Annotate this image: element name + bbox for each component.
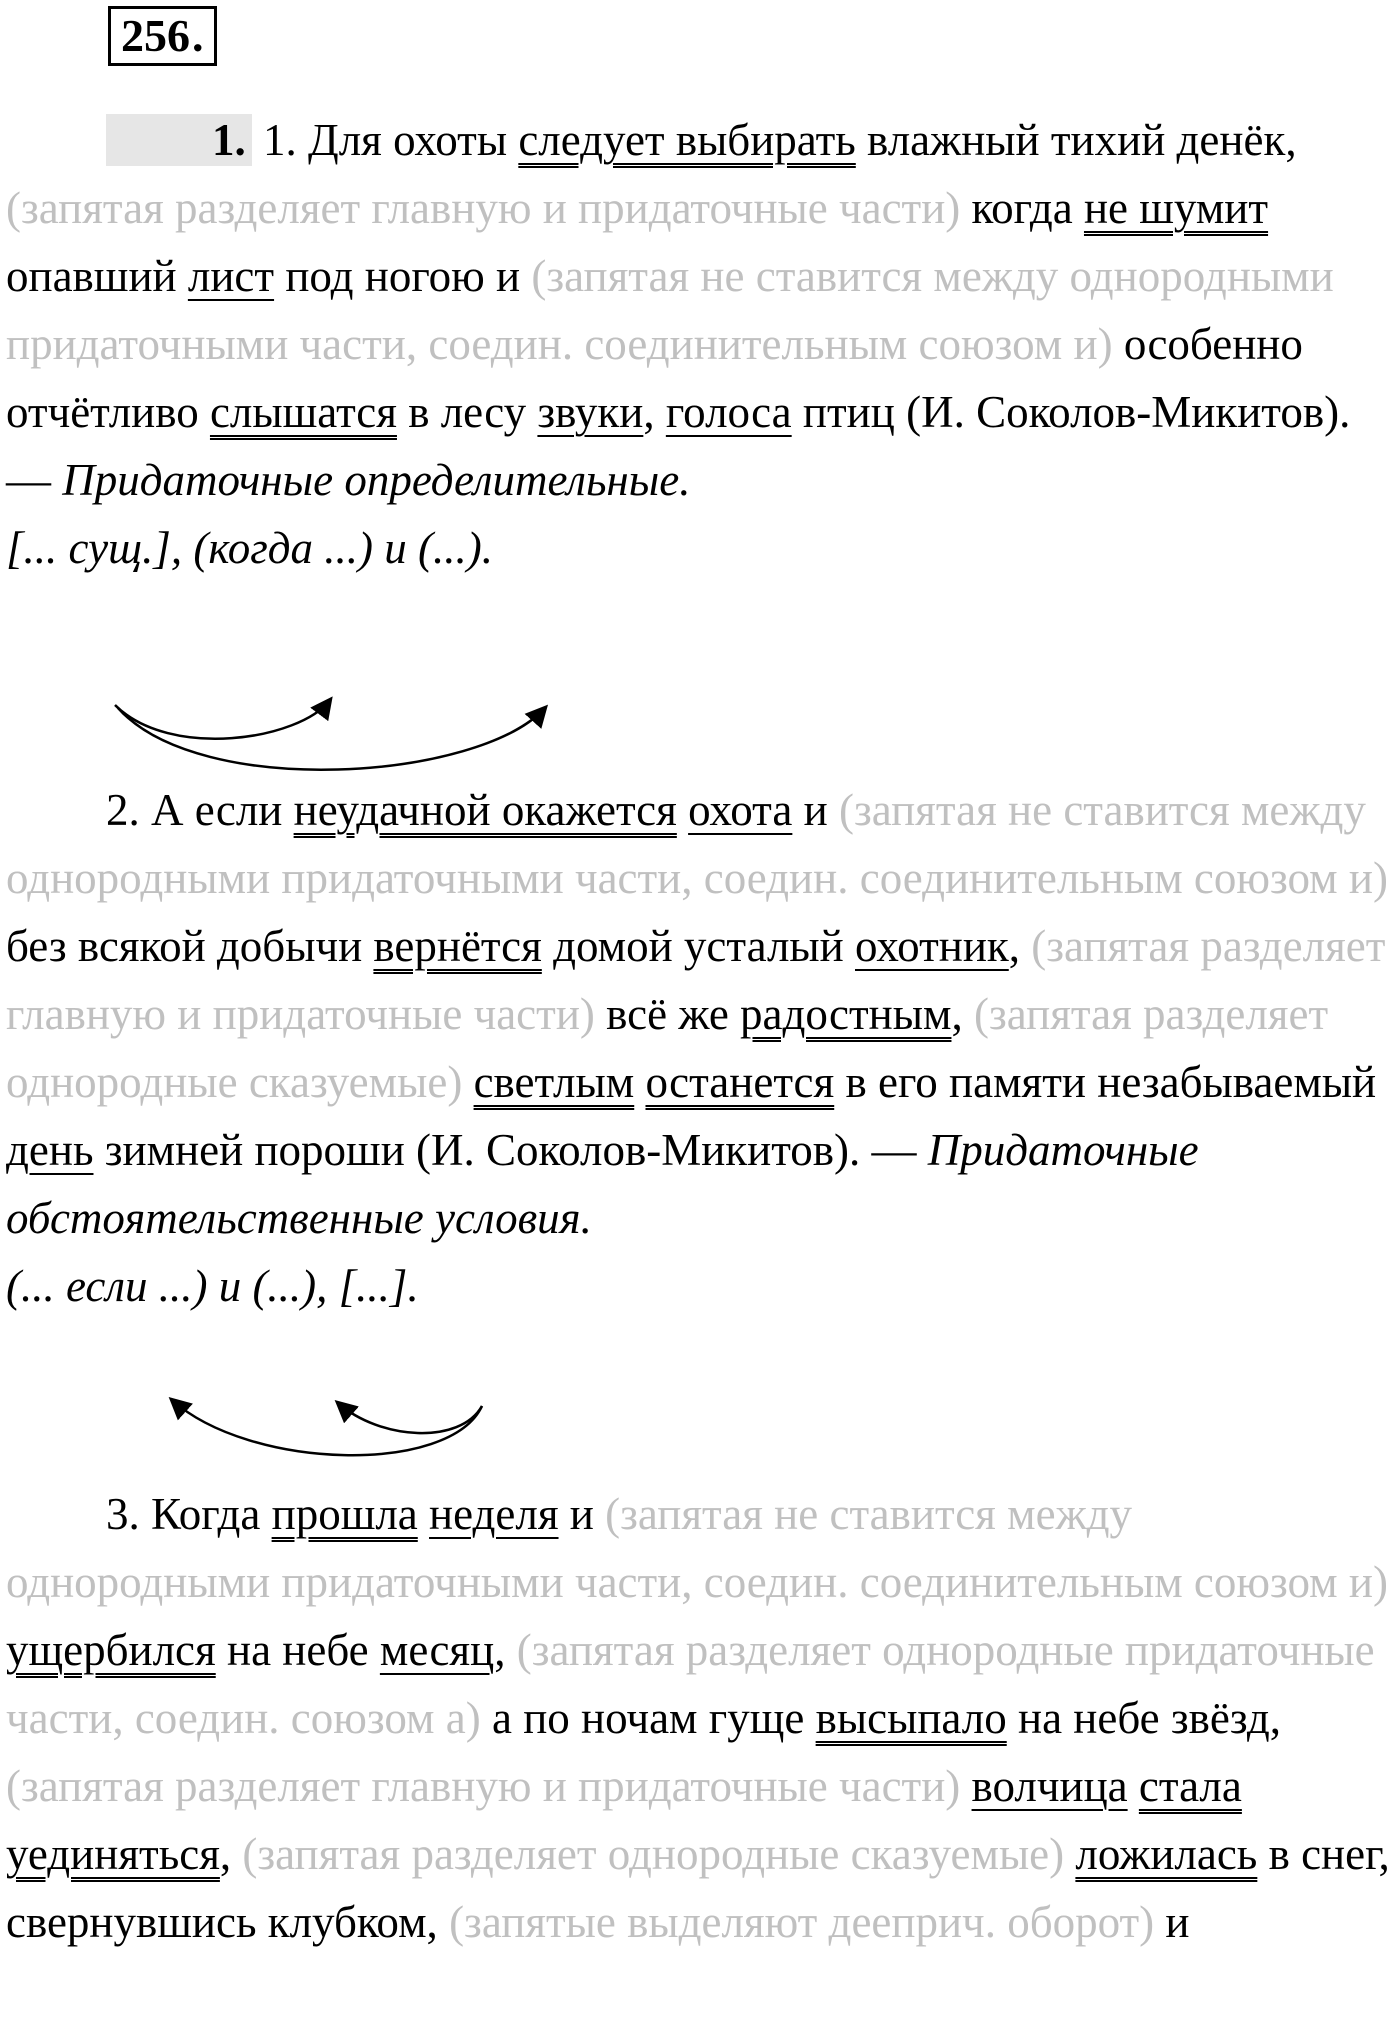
- exercise-number-dot: .: [192, 10, 204, 61]
- text: а по ночам гуще: [491, 1693, 805, 1743]
- subject: лист: [187, 251, 275, 301]
- text: А если: [151, 785, 283, 835]
- schema-2-arrow-a: [172, 1400, 482, 1455]
- comment: (запятая разделяет однородные придаточные части, соедин. союзом а): [6, 1625, 1375, 1743]
- subject: охота: [688, 785, 793, 835]
- text: на небе: [226, 1625, 369, 1675]
- text: в его памяти незабываемый: [845, 1057, 1377, 1107]
- predicate: прошла: [271, 1489, 418, 1539]
- predicate: следует выбирать: [518, 115, 856, 165]
- text: зимней пороши (И. Соколов-Микитов). —: [104, 1125, 917, 1175]
- text: без всякой добычи: [6, 921, 363, 971]
- text: Когда: [151, 1489, 261, 1539]
- text: домой усталый: [553, 921, 844, 971]
- predicate: стала уединяться: [6, 1761, 1242, 1879]
- comment: (запятая разделяет главную и придаточные части): [6, 1761, 961, 1811]
- text: когда: [971, 183, 1073, 233]
- predicate: радостным: [740, 989, 952, 1039]
- text: ,: [494, 1625, 506, 1675]
- text: и: [569, 1489, 594, 1539]
- clause-type: Придаточные определительные.: [62, 455, 691, 505]
- text: опавший: [6, 251, 177, 301]
- sentence-1-number: 1.: [263, 115, 297, 165]
- exercise-number: 256: [121, 10, 190, 61]
- subject: голоса: [665, 387, 792, 437]
- predicate: светлым: [473, 1057, 635, 1107]
- predicate: неудачной окажется: [293, 785, 677, 835]
- task-badge: 1.: [106, 114, 252, 166]
- sentence-2-schema: (... если ...) и (...), [...].: [6, 1261, 419, 1311]
- comment: (запятая не ставится между однородными придаточными части, соедин. соединительным союзом и): [6, 251, 1334, 369]
- text: на небе звёзд,: [1017, 1693, 1281, 1743]
- text: ,: [643, 387, 655, 437]
- text: и: [803, 785, 828, 835]
- subject: неделя: [429, 1489, 559, 1539]
- text: всё же: [606, 989, 729, 1039]
- schema-1-arrow-b: [118, 708, 545, 770]
- subject: волчица: [971, 1761, 1128, 1811]
- subject: охотник: [855, 921, 1009, 971]
- schema-2-arrow-b: [338, 1403, 482, 1433]
- predicate: вернётся: [373, 921, 542, 971]
- text: в лесу: [408, 387, 527, 437]
- text: птиц (И. Соколов-Микитов). —: [6, 387, 1351, 505]
- comment: (запятые выделяют дееприч. оборот): [449, 1897, 1155, 1947]
- text: Для охоты: [308, 115, 508, 165]
- subject: месяц: [379, 1625, 495, 1675]
- predicate: останется: [645, 1057, 835, 1107]
- subject: звуки: [537, 387, 644, 437]
- text: и: [1165, 1897, 1190, 1947]
- text: ,: [951, 989, 963, 1039]
- text: влажный тихий денёк,: [867, 115, 1297, 165]
- subject: день: [6, 1125, 94, 1175]
- sentence-3-number: 3.: [106, 1489, 140, 1539]
- text: под ногою и: [285, 251, 521, 301]
- text: в снег, свернувшись клубком,: [6, 1829, 1390, 1947]
- comment: (запятая не ставится между однородными придаточными части, соедин. соединительным союзом и): [6, 785, 1388, 903]
- predicate: ущербился: [6, 1625, 216, 1675]
- sentence-1-schema: [... сущ.], (когда ...) и (...).: [6, 523, 493, 573]
- comment: (запятая не ставится между однородными придаточными части, соедин. соединительным союзом и): [6, 1489, 1388, 1607]
- sentence-2-number: 2.: [106, 785, 140, 835]
- clause-type: Придаточные обстоятельственные условия.: [6, 1125, 1199, 1243]
- predicate: слышатся: [209, 387, 397, 437]
- predicate: не шумит: [1083, 183, 1269, 233]
- comment: (запятая разделяет однородные сказуемые): [6, 989, 1329, 1107]
- comment: (запятая разделяет однородные сказуемые): [242, 1829, 1065, 1879]
- text: ,: [219, 1829, 232, 1879]
- predicate: высыпало: [815, 1693, 1007, 1743]
- comment: (запятая разделяет главную и придаточные части): [6, 921, 1386, 1039]
- text: ,: [1008, 921, 1021, 971]
- text: особенно отчётливо: [6, 319, 1303, 437]
- comment: (запятая разделяет главную и придаточные части): [6, 183, 961, 233]
- predicate: ложилась: [1075, 1829, 1258, 1879]
